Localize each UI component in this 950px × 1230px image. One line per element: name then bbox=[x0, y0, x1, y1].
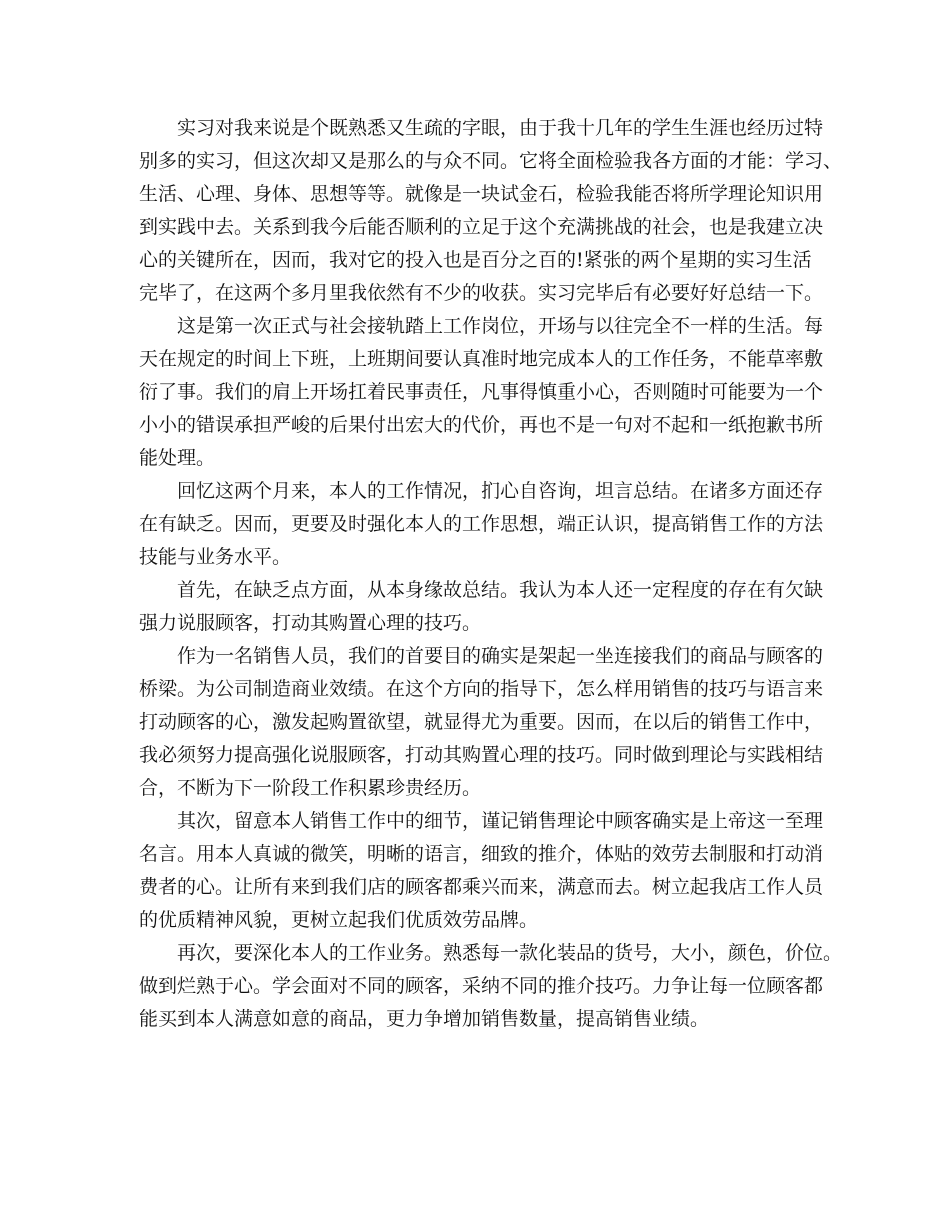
paragraph-line: 名言。用本人真诚的微笑，明晰的语言，细致的推介，体贴的效劳去制服和打动消 bbox=[139, 843, 824, 865]
paragraph-line: 天在规定的时间上下班，上班期间要认真准时地完成本人的工作任务，不能草率敷 bbox=[139, 348, 824, 370]
paragraph-line: 到实践中去。关系到我今后能否顺利的立足于这个充满挑战的社会，也是我建立决 bbox=[139, 216, 824, 238]
paragraph-line: 强力说服顾客，打动其购置心理的技巧。 bbox=[139, 612, 482, 634]
paragraph-line: 的优质精神风貌，更树立起我们优质效劳品牌。 bbox=[139, 909, 539, 931]
paragraph-line: 技能与业务水平。 bbox=[139, 546, 292, 568]
paragraph-line: 其次，留意本人销售工作中的细节，谨记销售理论中顾客确实是上帝这一至理 bbox=[177, 810, 824, 832]
paragraph-line: 别多的实习，但这次却又是那么的与众不同。它将全面检验我各方面的才能：学习、 bbox=[139, 150, 843, 172]
paragraph-line: 再次，要深化本人的工作业务。熟悉每一款化装品的货号，大小，颜色，价位。 bbox=[177, 942, 843, 964]
paragraph-3 bbox=[139, 475, 824, 574]
paragraph-5 bbox=[139, 640, 824, 805]
paragraph-line: 完毕了，在这两个多月里我依然有不少的收获。实习完毕后有必要好好总结一下。 bbox=[139, 282, 824, 304]
paragraph-2 bbox=[139, 310, 824, 475]
paragraph-line: 能买到本人满意如意的商品，更力争增加销售数量，提高销售业绩。 bbox=[139, 1008, 710, 1030]
paragraph-line: 桥梁。为公司制造商业效绩。在这个方向的指导下，怎么样用销售的技巧与语言来 bbox=[139, 678, 824, 700]
paragraph-line: 衍了事。我们的肩上开场扛着民事责任，凡事得慎重小心，否则随时可能要为一个 bbox=[139, 381, 824, 403]
paragraph-line: 在有缺乏。因而，更要及时强化本人的工作思想，端正认识，提高销售工作的方法 bbox=[139, 513, 824, 535]
paragraph-line: 做到烂熟于心。学会面对不同的顾客，采纳不同的推介技巧。力争让每一位顾客都 bbox=[139, 975, 824, 997]
paragraph-1 bbox=[139, 112, 843, 310]
paragraph-line: 小小的错误承担严峻的后果付出宏大的代价，再也不是一句对不起和一纸抱歉书所 bbox=[139, 414, 824, 436]
paragraph-line: 生活、心理、身体、思想等等。就像是一块试金石，检验我能否将所学理论知识用 bbox=[139, 183, 824, 205]
paragraph-line: 作为一名销售人员，我们的首要目的确实是架起一坐连接我们的商品与顾客的 bbox=[177, 645, 824, 667]
paragraph-line: 我必须努力提高强化说服顾客，打动其购置心理的技巧。同时做到理论与实践相结 bbox=[139, 744, 824, 766]
paragraph-4 bbox=[139, 574, 824, 640]
paragraph-line: 这是第一次正式与社会接轨踏上工作岗位，开场与以往完全不一样的生活。每 bbox=[177, 315, 824, 337]
paragraph-line: 合，不断为下一阶段工作积累珍贵经历。 bbox=[139, 777, 482, 799]
paragraph-line: 能处理。 bbox=[139, 447, 216, 469]
paragraph-line: 打动顾客的心，激发起购置欲望，就显得尤为重要。因而，在以后的销售工作中， bbox=[139, 711, 824, 733]
paragraph-line: 回忆这两个月来，本人的工作情况，扪心自咨询，坦言总结。在诸多方面还存 bbox=[177, 480, 824, 502]
paragraph-line: 首先，在缺乏点方面，从本身缘故总结。我认为本人还一定程度的存在有欠缺 bbox=[177, 579, 824, 601]
paragraph-6 bbox=[139, 805, 824, 937]
document-body bbox=[139, 112, 843, 1036]
paragraph-line: 心的关键所在，因而，我对它的投入也是百分之百的!紧张的两个星期的实习生活 bbox=[139, 249, 812, 271]
paragraph-line: 实习对我来说是个既熟悉又生疏的字眼，由于我十几年的学生生涯也经历过特 bbox=[177, 117, 824, 139]
paragraph-line: 费者的心。让所有来到我们店的顾客都乘兴而来，满意而去。树立起我店工作人员 bbox=[139, 876, 824, 898]
paragraph-7 bbox=[139, 937, 843, 1036]
